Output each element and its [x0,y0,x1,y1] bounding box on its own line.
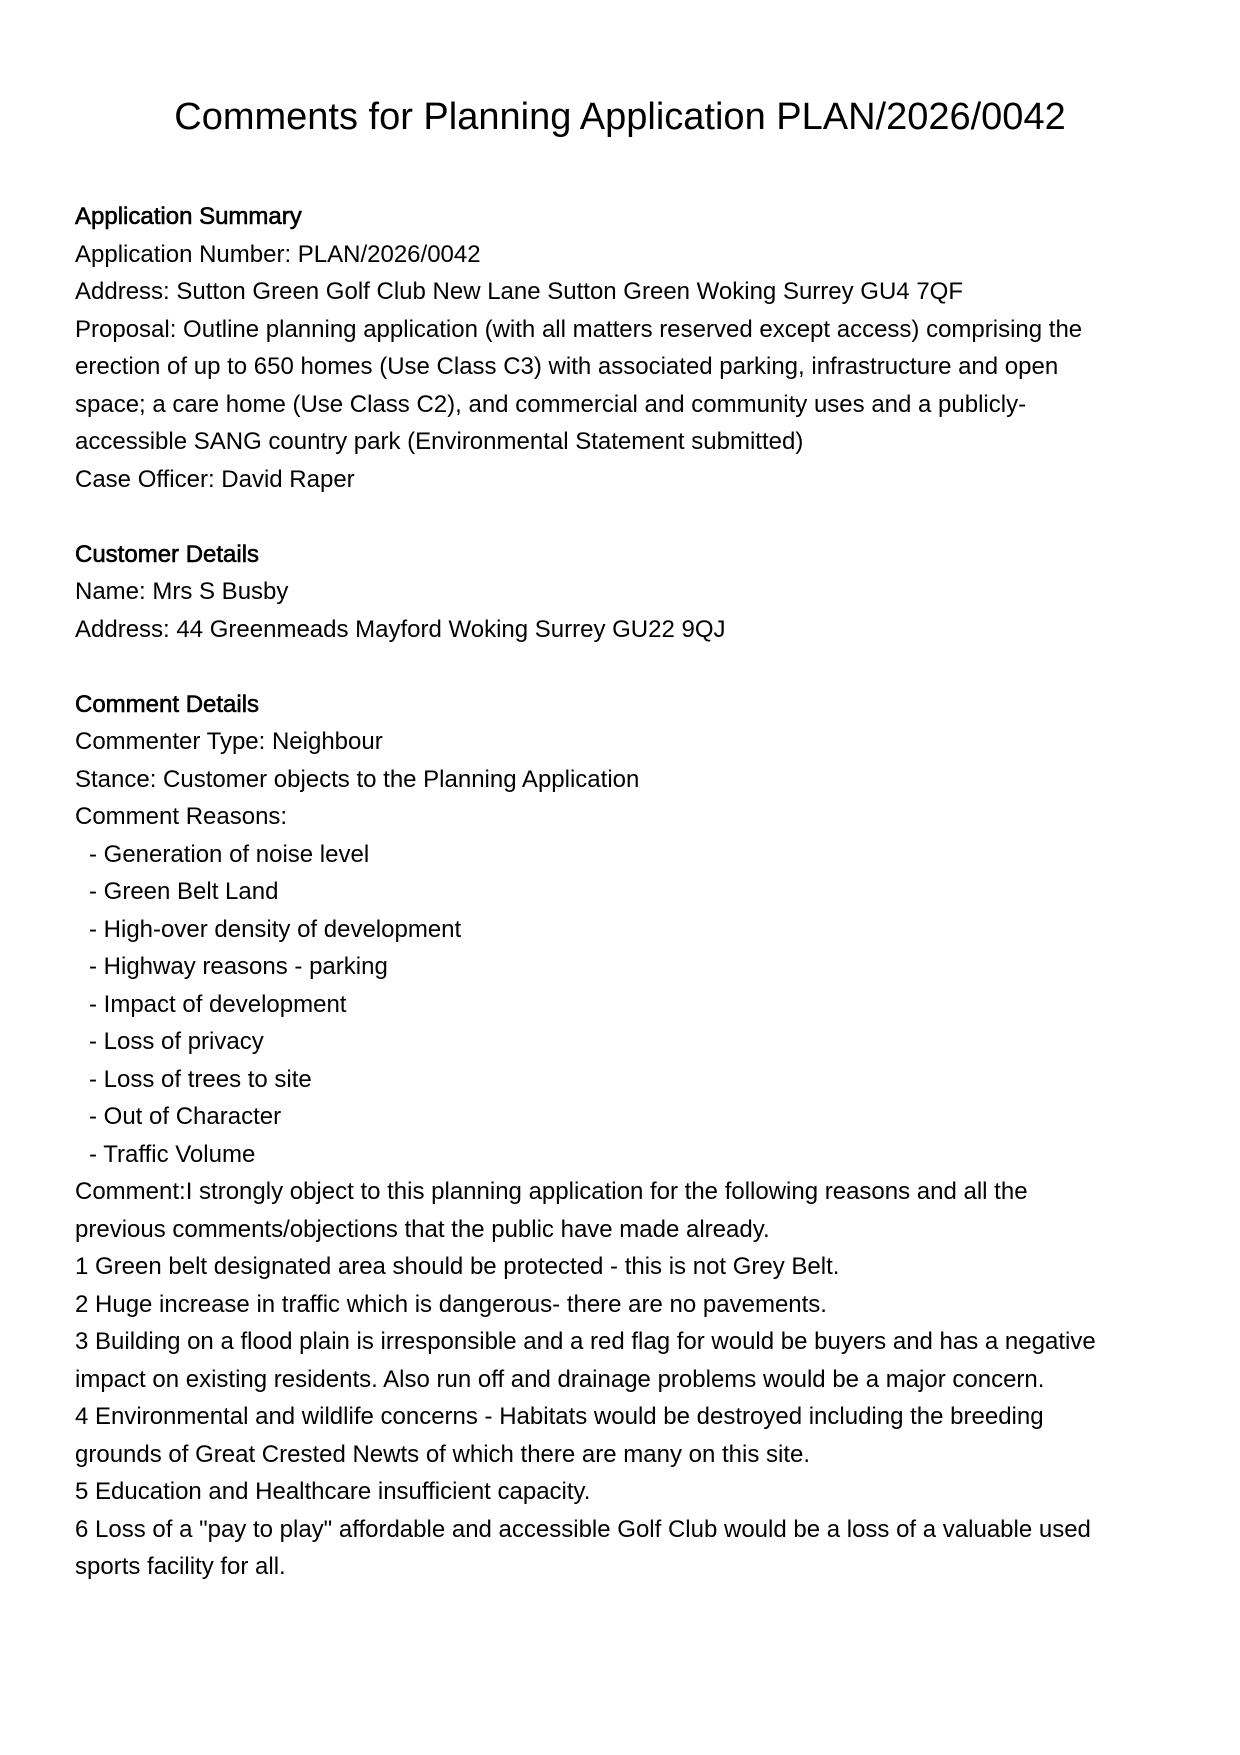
comment-reason-item: - Loss of privacy [89,1028,264,1055]
proposal-line: accessible SANG country park (Environmental Statement submitted) [75,428,804,455]
commenter-type: Commenter Type: Neighbour [75,728,383,755]
customer-address: Address: 44 Greenmeads Mayford Woking Surrey GU22 9QJ [75,615,726,643]
application-summary-section [75,198,1175,498]
comment-reason-item: - Generation of noise level [89,840,370,868]
comment-text-line: sports facility for all. [75,1553,286,1580]
comment-text-line: previous comments/objections that the public have made already. [75,1215,770,1243]
comment-text-line: grounds of Great Crested Newts of which there are many on this site. [75,1440,811,1468]
comment-text-line: 5 Education and Healthcare insufficient capacity. [75,1478,591,1505]
proposal-line: space; a care home (Use Class C2), and commercial and community uses and a publicly- [75,390,1027,418]
comment-text-line: 3 Building on a flood plain is irresponsible and a red flag for would be buyers and has a negative [75,1328,1096,1355]
application-number: Application Number: PLAN/2026/0042 [75,240,481,268]
comment-reason-item: - Highway reasons - parking [89,953,388,980]
customer-name: Name: Mrs S Busby [75,578,289,605]
comment-reasons-list [75,836,1175,1174]
comment-reason-item: - Traffic Volume [89,1140,256,1168]
comment-reason-item: - Green Belt Land [89,878,279,905]
comment-text-line: 4 Environmental and wildlife concerns - Habitats would be destroyed including the breeding [75,1403,1044,1430]
comment-reasons-label: Comment Reasons: [75,803,288,830]
comment-details-heading: Comment Details [75,690,260,718]
customer-details-section [75,536,1175,649]
comment-reason-item: - Impact of development [89,990,347,1018]
application-summary-heading: Application Summary [75,203,302,230]
comment-text-line: impact on existing residents. Also run off and drainage problems would be a major concern. [75,1365,1045,1393]
document-body [75,198,1175,1623]
comment-text-line: Comment:I strongly object to this planning application for the following reasons and all the [75,1178,1028,1205]
proposal-line: Proposal: Outline planning application (with all matters reserved except access) comprising the [75,315,1083,343]
comment-reason-item: - High-over density of development [89,915,462,943]
stance: Stance: Customer objects to the Planning Application [75,765,640,793]
case-officer: Case Officer: David Raper [75,465,355,493]
comment-reason-item: - Out of Character [89,1103,282,1130]
customer-details-heading: Customer Details [75,540,260,568]
comment-text-line: 2 Huge increase in traffic which is dangerous- there are no pavements. [75,1290,827,1318]
comment-details-section [75,686,1175,1586]
document-title: Comments for Planning Application PLAN/2026/0042 [174,96,1066,138]
comment-text-line: 6 Loss of a "pay to play" affordable and accessible Golf Club would be a loss of a valuable used [75,1515,1091,1543]
comment-reason-item: - Loss of trees to site [89,1065,312,1093]
proposal-line: erection of up to 650 homes (Use Class C3) with associated parking, infrastructure and open [75,353,1059,380]
comment-text-line: 1 Green belt designated area should be protected - this is not Grey Belt. [75,1253,840,1280]
application-address: Address: Sutton Green Golf Club New Lane Sutton Green Woking Surrey GU4 7QF [75,278,963,305]
